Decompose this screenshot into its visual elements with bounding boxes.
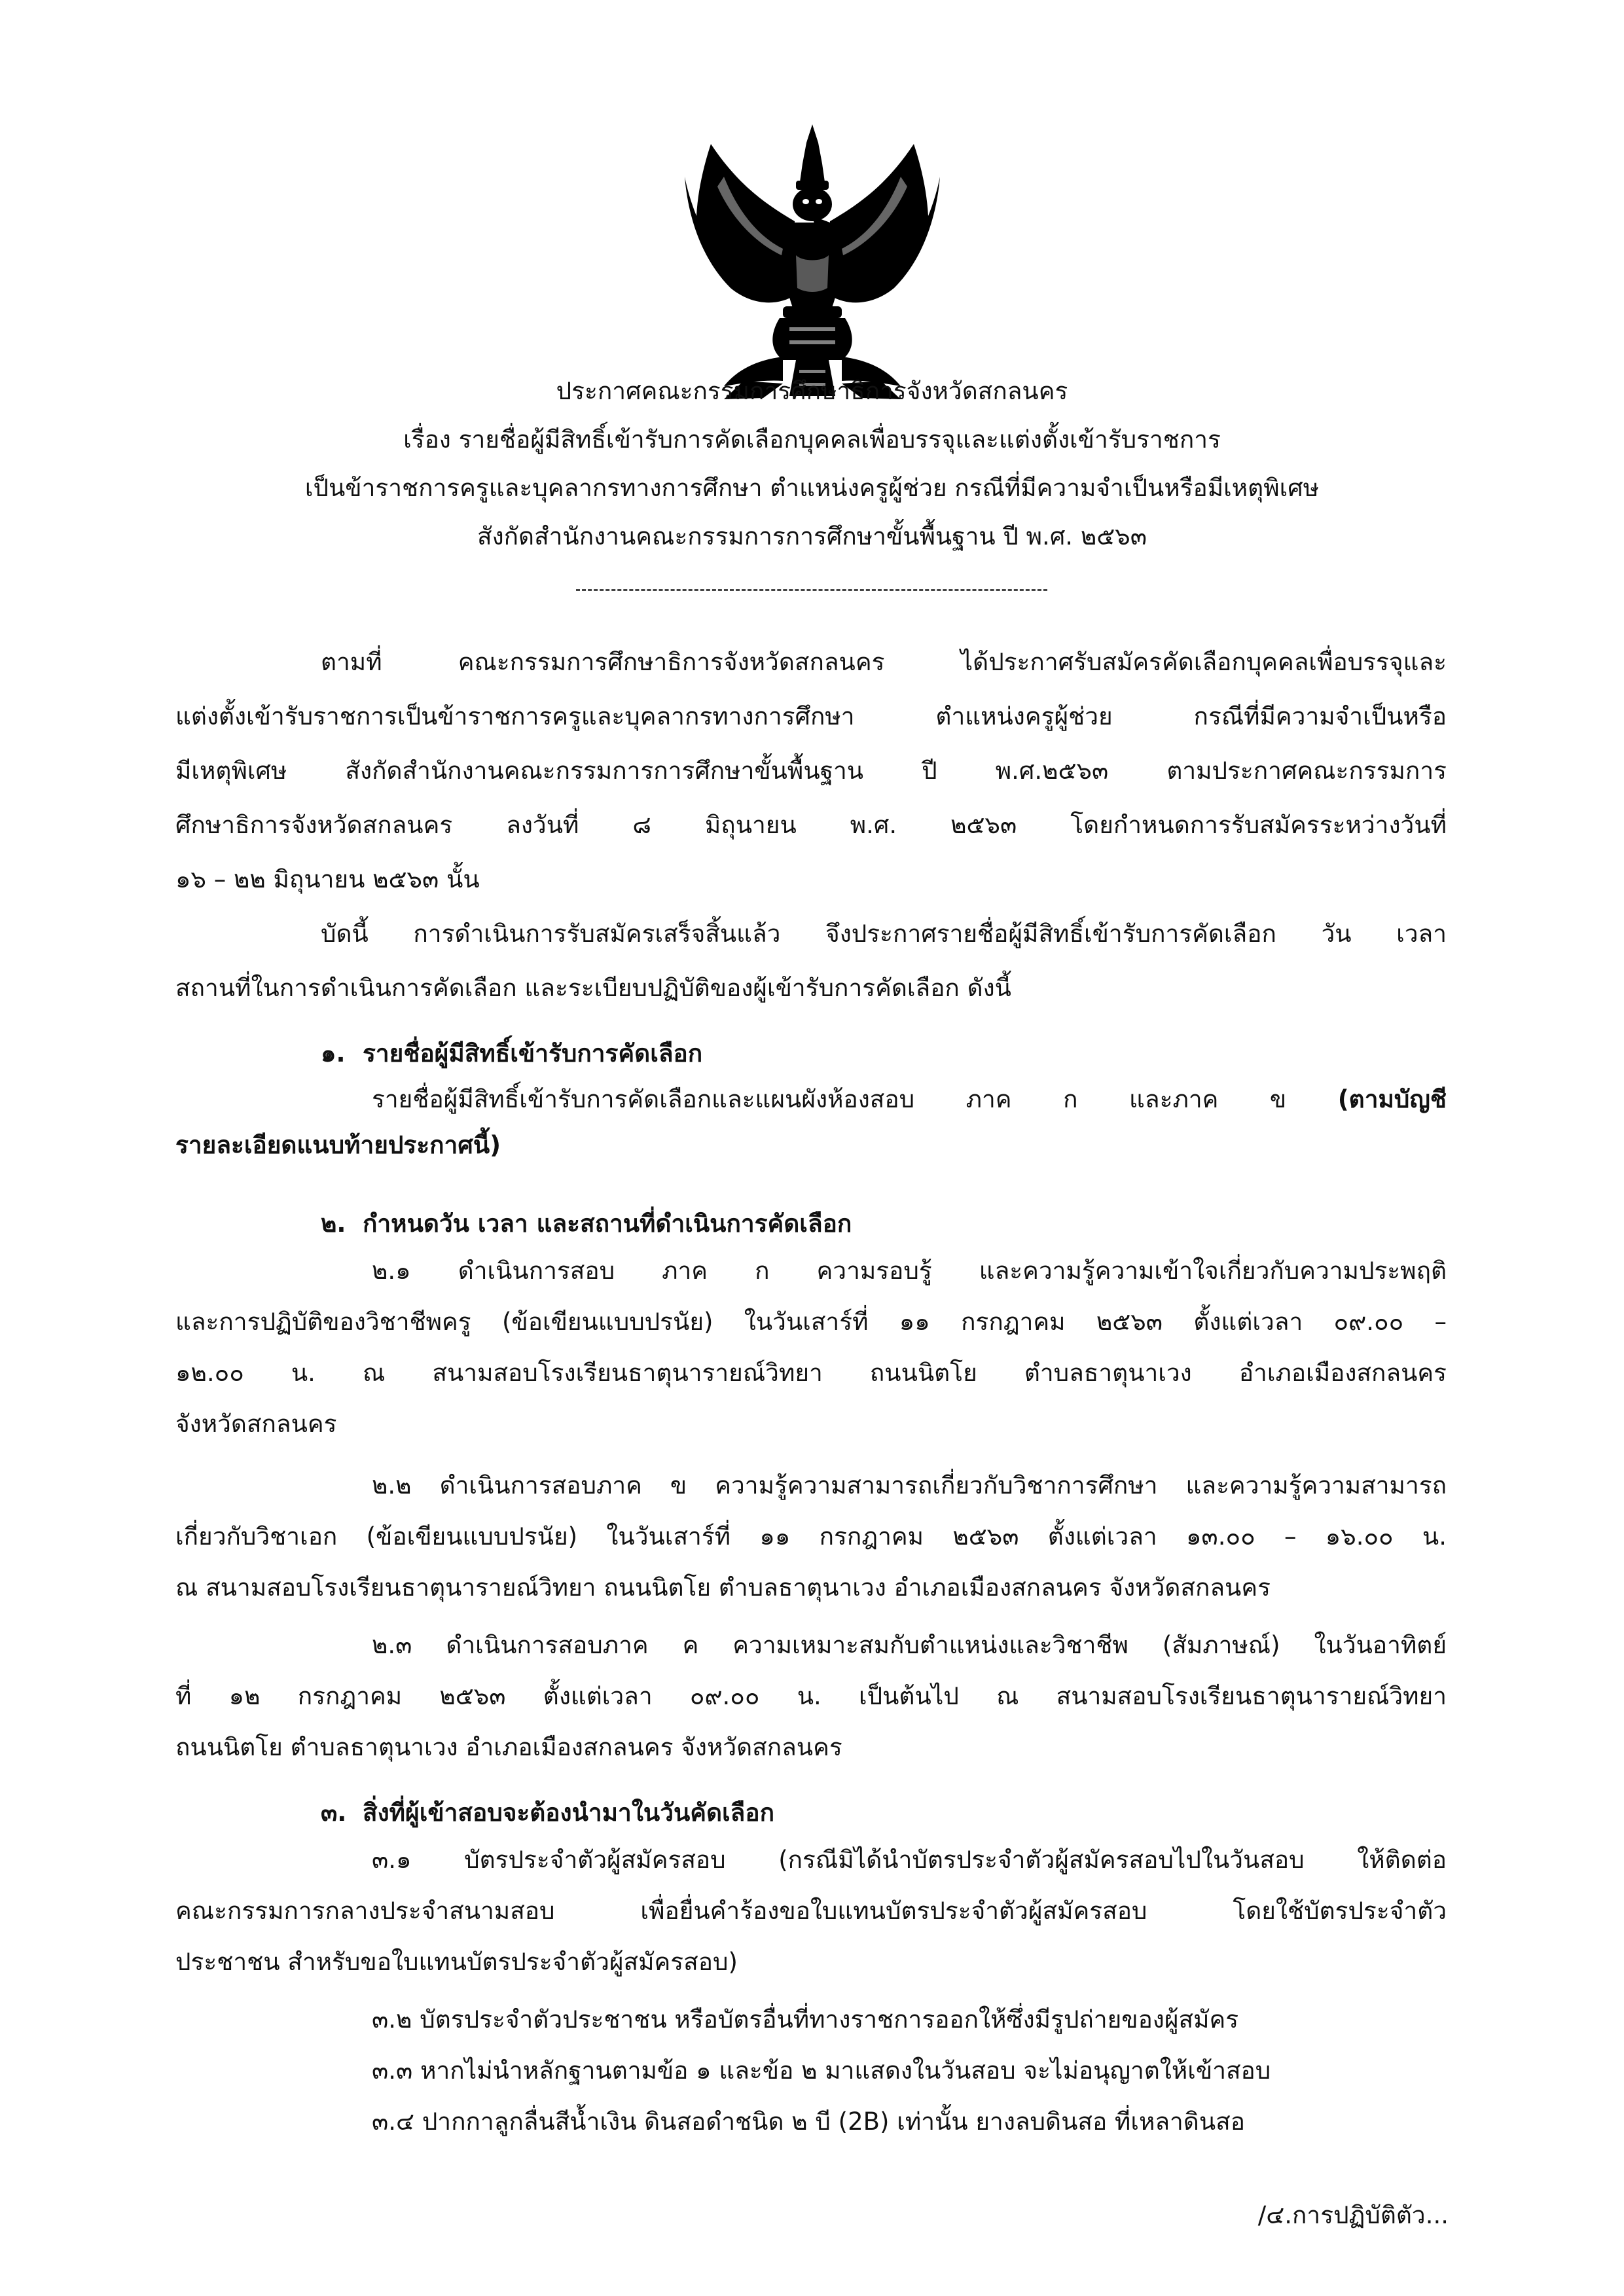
- section2-1-line: จังหวัดสกลนคร: [175, 1410, 337, 1438]
- intro-paragraph-line: แต่งตั้งเข้ารับราชการเป็นข้าราชการครูและบุคลากรทางการศึกษา ตำแหน่งครูผู้ช่วย กรณีที่มีความจำเป็นหรือ: [175, 702, 1447, 730]
- section3-1-line: ๓.๑ บัตรประจำตัวผู้สมัครสอบ (กรณีมิได้นำบัตรประจำตัวผู้สมัครสอบไปในวันสอบ ให้ติดต่อ: [372, 1846, 1447, 1874]
- section3-3-line: ๓.๓ หากไม่นำหลักฐานตามข้อ ๑ และข้อ ๒ มาแสดงในวันสอบ จะไม่อนุญาตให้เข้าสอบ: [372, 2056, 1271, 2085]
- section1-number: ๑.: [321, 1039, 346, 1067]
- section2-1-line: และการปฏิบัติของวิชาชีพครู (ข้อเขียนแบบปรนัย) ในวันเสาร์ที่ ๑๑ กรกฎาคม ๒๕๖๓ ตั้งแต่เวลา ๐๙.๐๐ –: [175, 1308, 1447, 1336]
- section2-1-line: ๑๒.๐๐ น. ณ สนามสอบโรงเรียนธาตุนารายณ์วิทยา ถนนนิตโย ตำบลธาตุนาเวง อำเภอเมืองสกลนคร: [175, 1359, 1447, 1387]
- announcement-subject: เรื่อง รายชื่อผู้มีสิทธิ์เข้ารับการคัดเลือกบุคคลเพื่อบรรจุและแต่งตั้งเข้ารับราชการ: [403, 425, 1221, 454]
- section1-text: รายชื่อผู้มีสิทธิ์เข้ารับการคัดเลือกและแผนผังห้องสอบ ภาค ก และภาค ข: [372, 1085, 1338, 1113]
- section2-2-line: ณ สนามสอบโรงเรียนธาตุนารายณ์วิทยา ถนนนิตโย ตำบลธาตุนาเวง อำเภอเมืองสกลนคร จังหวัดสกลนคร: [175, 1573, 1271, 1602]
- section1-bold-line: รายละเอียดแนบท้ายประกาศนี้): [175, 1131, 501, 1159]
- section1-line: [372, 1080, 1447, 1119]
- section1-bold-text: (ตามบัญชี: [1337, 1085, 1447, 1113]
- section2-1-line: ๒.๑ ดำเนินการสอบ ภาค ก ความรอบรู้ และความรู้ความเข้าใจเกี่ยวกับความประพฤติ: [372, 1257, 1447, 1285]
- next-page-marker: /๔.การปฏิบัติตัว...: [1257, 2201, 1449, 2229]
- section3-title: สิ่งที่ผู้เข้าสอบจะต้องนำมาในวันคัดเลือก: [363, 1799, 774, 1827]
- section2-3-line: ที่ ๑๒ กรกฎาคม ๒๕๖๓ ตั้งแต่เวลา ๐๙.๐๐ น. เป็นต้นไป ณ สนามสอบโรงเรียนธาตุนารายณ์วิทยา: [175, 1682, 1447, 1710]
- section3-heading: [321, 1793, 774, 1833]
- announcement-subject-line3: สังกัดสำนักงานคณะกรรมการการศึกษาขั้นพื้นฐาน ปี พ.ศ. ๒๕๖๓: [477, 522, 1147, 550]
- section2-2-line: เกี่ยวกับวิชาเอก (ข้อเขียนแบบปรนัย) ในวันเสาร์ที่ ๑๑ กรกฎาคม ๒๕๖๓ ตั้งแต่เวลา ๑๓.๐๐ – ๑๖.๐๐ น.: [175, 1522, 1447, 1551]
- section2-number: ๒.: [321, 1210, 346, 1238]
- header-divider: [576, 589, 1047, 591]
- intro-paragraph-line: ตามที่ คณะกรรมการศึกษาธิการจังหวัดสกลนคร ได้ประกาศรับสมัครคัดเลือกบุคคลเพื่อบรรจุและ: [321, 648, 1447, 676]
- section3-1-line: คณะกรรมการกลางประจำสนามสอบ เพื่อยื่นคำร้องขอใบแทนบัตรประจำตัวผู้สมัครสอบ โดยใช้บัตรประจำตัว: [175, 1897, 1447, 1925]
- garuda-emblem-icon: [685, 124, 940, 399]
- section2-2-line: ๒.๒ ดำเนินการสอบภาค ข ความรู้ความสามารถเกี่ยวกับวิชาการศึกษา และความรู้ความสามารถ: [372, 1471, 1447, 1499]
- section1-title: รายชื่อผู้มีสิทธิ์เข้ารับการคัดเลือก: [363, 1039, 703, 1067]
- section2-heading: [321, 1204, 852, 1244]
- intro-paragraph2-line: บัดนี้ การดำเนินการรับสมัครเสร็จสิ้นแล้ว จึงประกาศรายชื่อผู้มีสิทธิ์เข้ารับการคัดเลือก วัน เวลา: [321, 920, 1447, 948]
- section1-heading: [321, 1034, 702, 1073]
- section2-title: กำหนดวัน เวลา และสถานที่ดำเนินการคัดเลือก: [363, 1210, 852, 1238]
- section2-3-line: ๒.๓ ดำเนินการสอบภาค ค ความเหมาะสมกับตำแหน่งและวิชาชีพ (สัมภาษณ์) ในวันอาทิตย์: [372, 1631, 1447, 1659]
- intro-paragraph-line: ๑๖ – ๒๒ มิถุนายน ๒๕๖๓ นั้น: [175, 865, 480, 893]
- section3-2-line: ๓.๒ บัตรประจำตัวประชาชน หรือบัตรอื่นที่ทางราชการออกให้ซึ่งมีรูปถ่ายของผู้สมัคร: [372, 2005, 1239, 2034]
- announcement-title: ประกาศคณะกรรมการศึกษาธิการจังหวัดสกลนคร: [556, 377, 1068, 405]
- section3-4-line: ๓.๔ ปากกาลูกลื่นสีน้ำเงิน ดินสอดำชนิด ๒ บี (2B) เท่านั้น ยางลบดินสอ ที่เหลาดินสอ: [372, 2108, 1245, 2136]
- announcement-subject-line2: เป็นข้าราชการครูและบุคลากรทางการศึกษา ตำแหน่งครูผู้ช่วย กรณีที่มีความจำเป็นหรือมีเหตุพิเศษ: [304, 474, 1320, 502]
- intro-paragraph-line: ศึกษาธิการจังหวัดสกลนคร ลงวันที่ ๘ มิถุนายน พ.ศ. ๒๕๖๓ โดยกำหนดการรับสมัครระหว่างวันที่: [175, 811, 1447, 839]
- section2-3-line: ถนนนิตโย ตำบลธาตุนาเวง อำเภอเมืองสกลนคร จังหวัดสกลนคร: [175, 1733, 842, 1761]
- intro-paragraph-line: มีเหตุพิเศษ สังกัดสำนักงานคณะกรรมการการศึกษาขั้นพื้นฐาน ปี พ.ศ.๒๕๖๓ ตามประกาศคณะกรรมการ: [175, 757, 1447, 785]
- section3-number: ๓.: [321, 1799, 347, 1827]
- section3-1-line: ประชาชน สำหรับขอใบแทนบัตรประจำตัวผู้สมัครสอบ): [175, 1948, 738, 1976]
- intro-paragraph2-line: สถานที่ในการดำเนินการคัดเลือก และระเบียบปฏิบัติของผู้เข้ารับการคัดเลือก ดังนี้: [175, 974, 1011, 1002]
